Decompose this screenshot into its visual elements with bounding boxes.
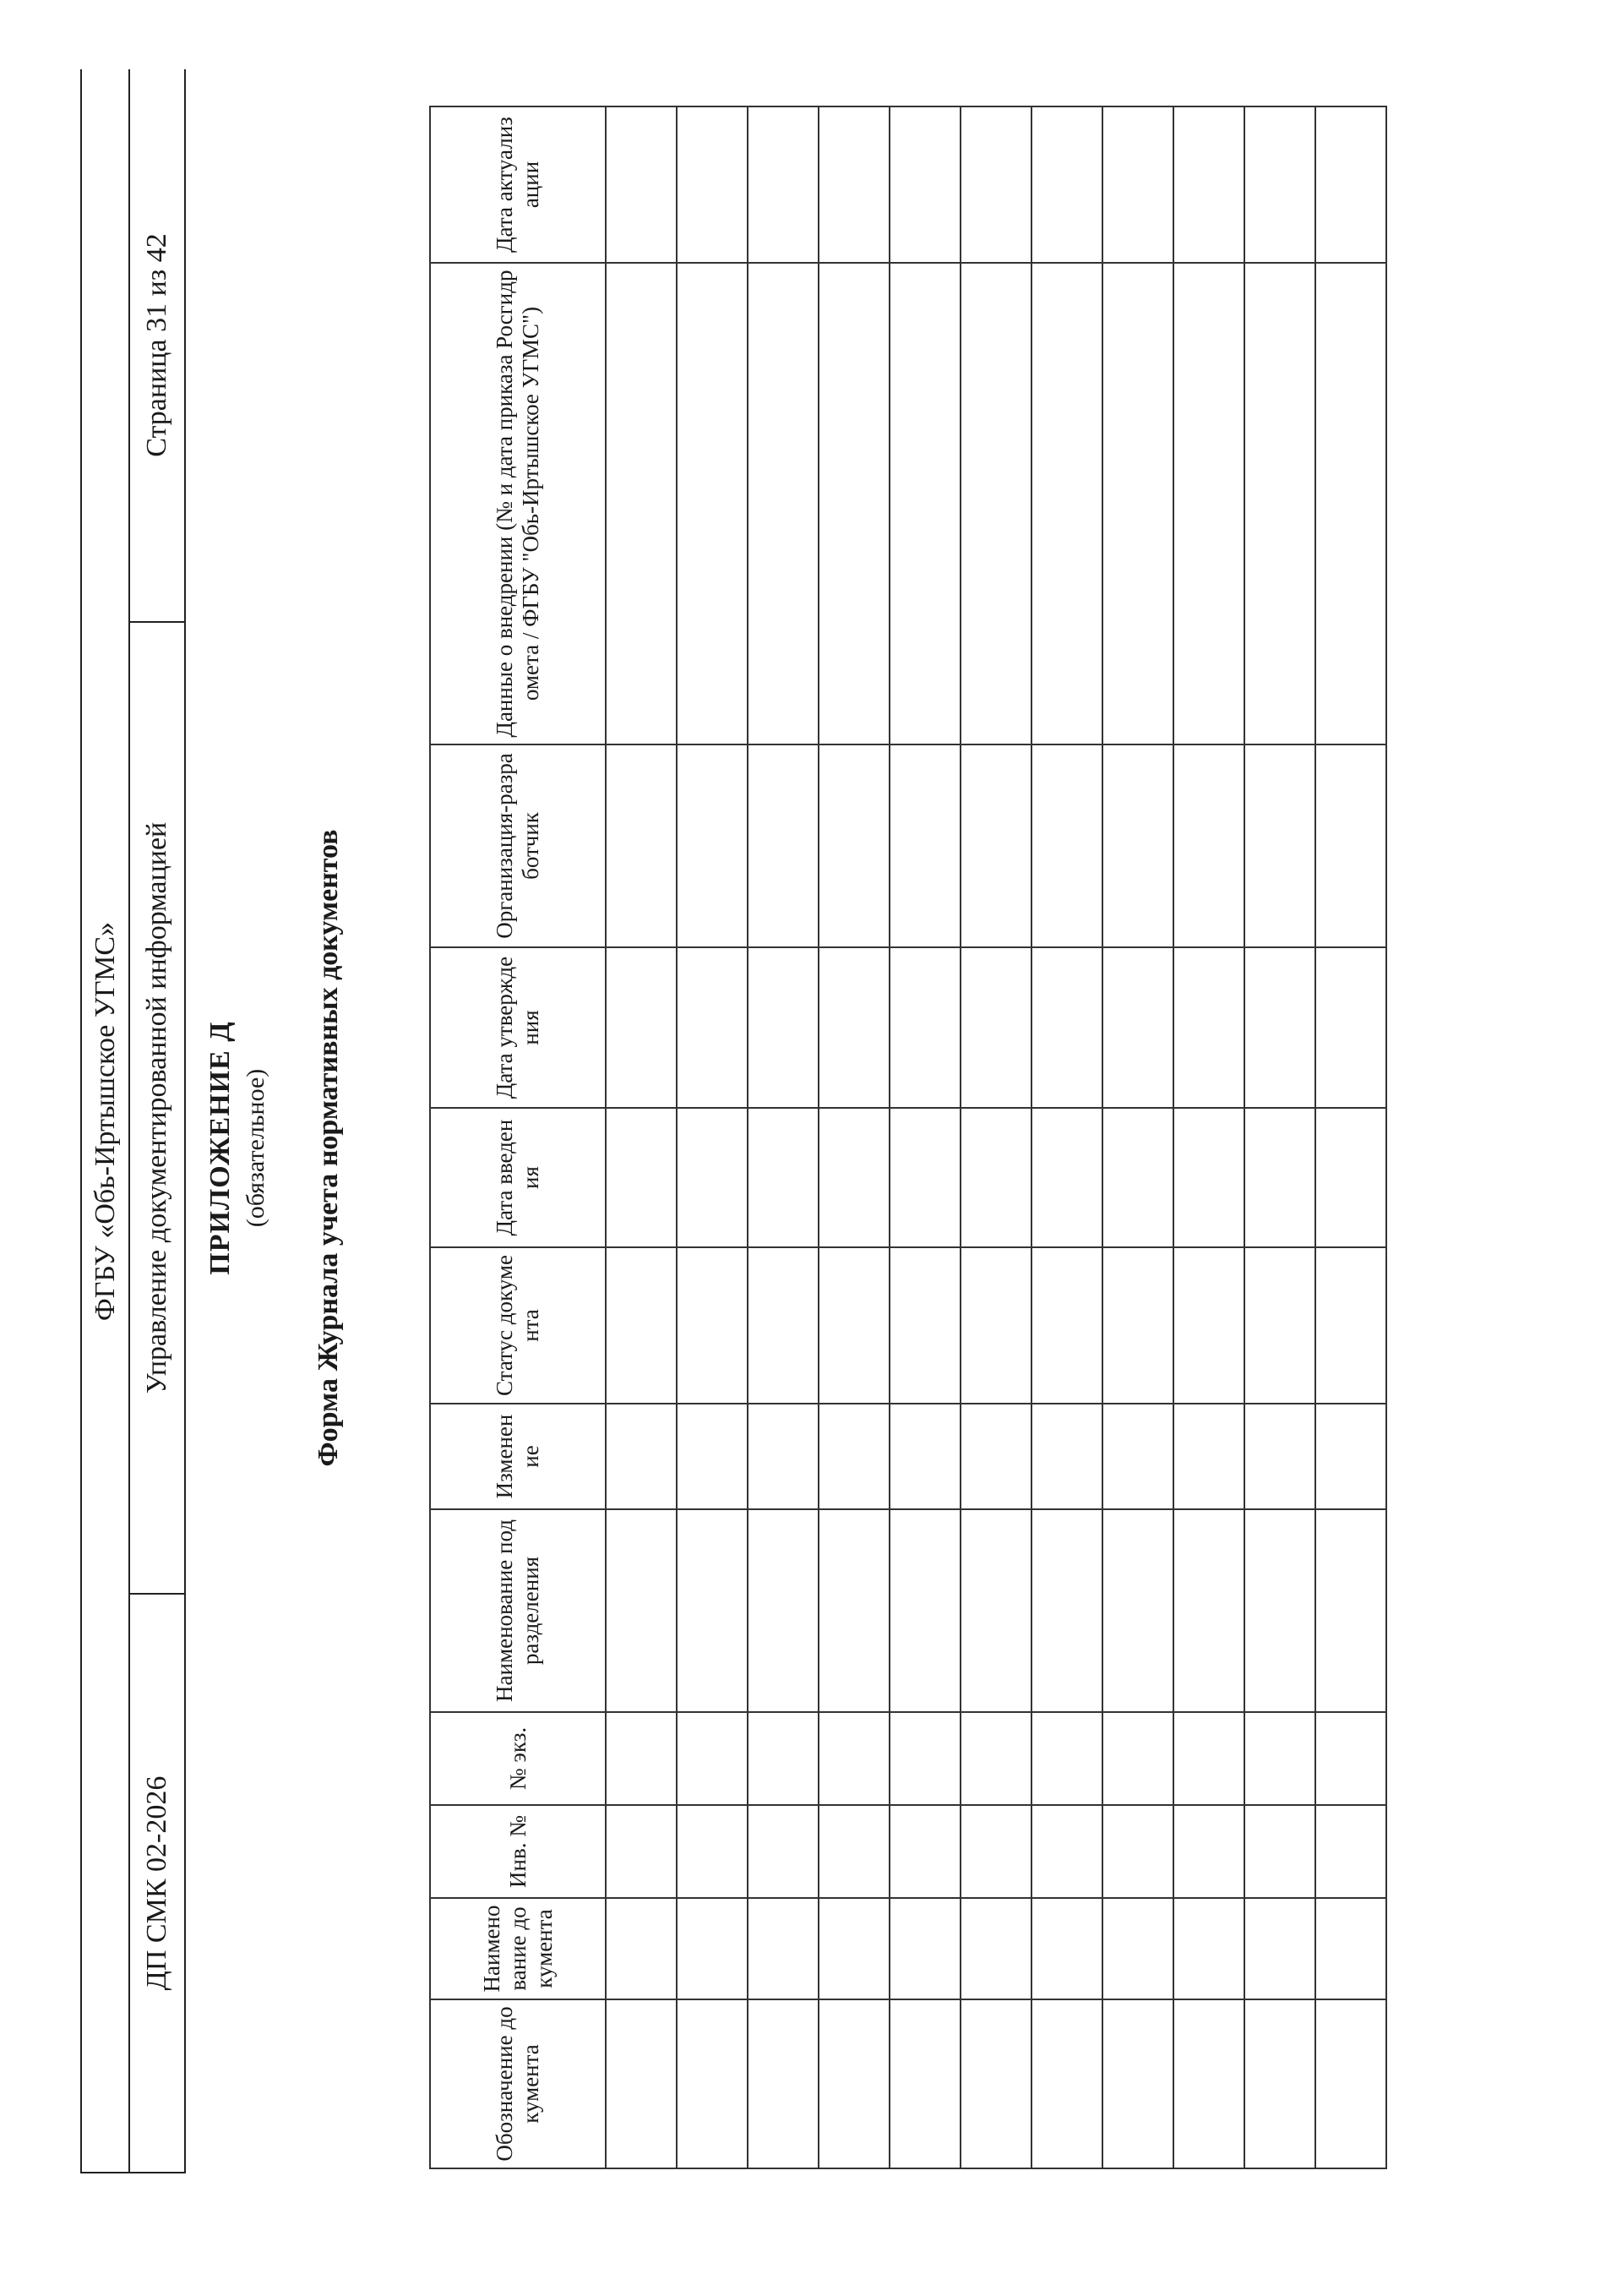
table-cell	[890, 1999, 961, 2168]
table-cell	[819, 1999, 890, 2168]
table-cell	[1244, 1247, 1315, 1404]
table-row	[748, 106, 819, 2168]
table-cell	[1031, 263, 1102, 744]
table-cell	[1031, 1805, 1102, 1898]
table-cell	[1031, 947, 1102, 1108]
table-cell	[1244, 947, 1315, 1108]
table-cell	[1173, 1805, 1244, 1898]
table-cell	[1244, 1108, 1315, 1247]
table-cell	[1315, 744, 1386, 947]
table-cell	[961, 106, 1031, 263]
table-row	[1102, 106, 1173, 2168]
form-title: Форма Журнала учета нормативных документов	[313, 829, 344, 1467]
table-cell	[1102, 1999, 1173, 2168]
table-cell	[606, 263, 677, 744]
table-cell	[748, 1108, 819, 1247]
table-cell	[677, 1509, 748, 1712]
table-cell	[606, 1108, 677, 1247]
column-header: Организация-разработчик	[430, 744, 606, 947]
table-cell	[1244, 1999, 1315, 2168]
column-header: Обозначение документа	[430, 1999, 606, 2168]
table-cell	[606, 1509, 677, 1712]
header-rule-bottom	[184, 69, 186, 2173]
table-cell	[1173, 1712, 1244, 1805]
table-cell	[819, 947, 890, 1108]
table-cell	[1244, 1509, 1315, 1712]
table-cell	[890, 1509, 961, 1712]
table-cell	[1315, 1404, 1386, 1509]
column-header: Изменение	[430, 1404, 606, 1509]
table-cell	[1315, 106, 1386, 263]
table-cell	[1173, 744, 1244, 947]
table-cell	[1102, 744, 1173, 947]
table-cell	[748, 1404, 819, 1509]
table-cell	[961, 744, 1031, 947]
table-cell	[1031, 1999, 1102, 2168]
table-header-row	[430, 106, 606, 2168]
table-cell	[1315, 947, 1386, 1108]
header-organization: ФГБУ «Обь-Иртышское УГМС»	[90, 921, 121, 1322]
table-cell	[961, 263, 1031, 744]
table-cell	[1173, 1404, 1244, 1509]
table-cell	[1031, 1404, 1102, 1509]
table-cell	[748, 744, 819, 947]
table-cell	[890, 1404, 961, 1509]
table-cell	[890, 1712, 961, 1805]
table-cell	[1031, 1108, 1102, 1247]
table-cell	[1102, 1805, 1173, 1898]
header-document-title: Управление документированной информацией	[141, 821, 172, 1394]
table-cell	[1102, 1404, 1173, 1509]
table-cell	[890, 263, 961, 744]
table-cell	[890, 1805, 961, 1898]
table-cell	[677, 744, 748, 947]
table-cell	[677, 1247, 748, 1404]
table-cell	[1173, 1247, 1244, 1404]
table-cell	[606, 106, 677, 263]
column-header: Статус документа	[430, 1247, 606, 1404]
table-row	[1031, 106, 1102, 2168]
table-cell	[748, 1509, 819, 1712]
table-cell	[1244, 106, 1315, 263]
table-row	[1244, 106, 1315, 2168]
table-cell	[748, 1805, 819, 1898]
table-cell	[606, 947, 677, 1108]
table-cell	[677, 1712, 748, 1805]
table-cell	[890, 744, 961, 947]
table-cell	[1244, 263, 1315, 744]
table-cell	[819, 1404, 890, 1509]
table-cell	[1315, 1712, 1386, 1805]
table-row	[961, 106, 1031, 2168]
table-cell	[1102, 1509, 1173, 1712]
table-cell	[748, 1712, 819, 1805]
table-cell	[606, 1898, 677, 1999]
table-row	[606, 106, 677, 2168]
column-header: Данные о внедрении (№ и дата приказа Росгидромета / ФГБУ "Обь-Иртышское УГМС")	[430, 263, 606, 744]
table-cell	[819, 1247, 890, 1404]
table-cell	[1031, 1247, 1102, 1404]
table-cell	[1031, 1898, 1102, 1999]
table-cell	[890, 106, 961, 263]
table-cell	[606, 744, 677, 947]
table-cell	[677, 1999, 748, 2168]
column-header: Дата утверждения	[430, 947, 606, 1108]
table-cell	[677, 1805, 748, 1898]
table-cell	[961, 1509, 1031, 1712]
table-cell	[748, 1898, 819, 1999]
table-cell	[606, 1404, 677, 1509]
table-cell	[1315, 1509, 1386, 1712]
table-cell	[819, 744, 890, 947]
table-cell	[677, 1404, 748, 1509]
table-cell	[1102, 947, 1173, 1108]
table-cell	[1315, 1898, 1386, 1999]
table-cell	[1244, 1712, 1315, 1805]
table-row	[1173, 106, 1244, 2168]
table-cell	[1244, 1404, 1315, 1509]
table-cell	[1102, 1898, 1173, 1999]
table-cell	[748, 1247, 819, 1404]
table-cell	[961, 1404, 1031, 1509]
table-cell	[1102, 1108, 1173, 1247]
table-cell	[961, 1712, 1031, 1805]
table-cell	[819, 263, 890, 744]
table-cell	[606, 1712, 677, 1805]
column-header: Наименование подразделения	[430, 1509, 606, 1712]
journal-table	[429, 106, 1387, 2169]
table-cell	[890, 1898, 961, 1999]
table-cell	[819, 1712, 890, 1805]
table-cell	[677, 947, 748, 1108]
table-cell	[748, 1999, 819, 2168]
table-cell	[1031, 106, 1102, 263]
table-cell	[606, 1999, 677, 2168]
table-cell	[961, 1999, 1031, 2168]
table-cell	[748, 263, 819, 744]
table-cell	[1102, 1712, 1173, 1805]
header-rule-top	[80, 69, 82, 2173]
table-cell	[606, 1805, 677, 1898]
table-cell	[1173, 947, 1244, 1108]
table-cell	[890, 1247, 961, 1404]
table-cell	[1315, 263, 1386, 744]
table-cell	[961, 947, 1031, 1108]
table-row	[1315, 106, 1386, 2168]
table-cell	[1315, 1108, 1386, 1247]
column-header: Дата введения	[430, 1108, 606, 1247]
column-header: Инв. №	[430, 1805, 606, 1898]
header-rule-middle	[128, 69, 130, 2173]
table-cell	[1173, 1509, 1244, 1712]
table-cell	[1244, 744, 1315, 947]
table-cell	[961, 1805, 1031, 1898]
table-cell	[1031, 1509, 1102, 1712]
table-cell	[748, 947, 819, 1108]
table-row	[677, 106, 748, 2168]
appendix-title: ПРИЛОЖЕНИЕ Д	[204, 1021, 236, 1275]
table-cell	[1315, 1247, 1386, 1404]
table-cell	[1031, 744, 1102, 947]
table-cell	[819, 106, 890, 263]
appendix-subtitle: (обязательное)	[242, 1068, 269, 1228]
table-cell	[1031, 1712, 1102, 1805]
table-cell	[961, 1247, 1031, 1404]
table-cell	[1244, 1898, 1315, 1999]
table-cell	[819, 1509, 890, 1712]
table-cell	[677, 106, 748, 263]
table-cell	[677, 1898, 748, 1999]
table-cell	[677, 263, 748, 744]
table-cell	[1173, 1108, 1244, 1247]
table-cell	[748, 106, 819, 263]
column-header: Наименование документа	[430, 1898, 606, 1999]
table-cell	[890, 947, 961, 1108]
table-cell	[1173, 263, 1244, 744]
table-cell	[1102, 106, 1173, 263]
table-cell	[677, 1108, 748, 1247]
table-cell	[961, 1898, 1031, 1999]
table-cell	[819, 1108, 890, 1247]
table-cell	[1244, 1805, 1315, 1898]
table-cell	[1173, 106, 1244, 263]
header-page-number: Страница 31 из 42	[141, 233, 172, 457]
table-cell	[819, 1805, 890, 1898]
table-cell	[961, 1108, 1031, 1247]
table-cell	[1102, 263, 1173, 744]
header-document-code: ДП СМК 02-2026	[141, 1775, 172, 1991]
table-cell	[1315, 1999, 1386, 2168]
table-cell	[890, 1108, 961, 1247]
table-row	[890, 106, 961, 2168]
table-cell	[606, 1247, 677, 1404]
table-row	[819, 106, 890, 2168]
column-header: № экз.	[430, 1712, 606, 1805]
table-body	[606, 106, 1386, 2168]
table-cell	[1173, 1999, 1244, 2168]
table-cell	[1315, 1805, 1386, 1898]
column-header: Дата актуализации	[430, 106, 606, 263]
table-cell	[1173, 1898, 1244, 1999]
table-cell	[819, 1898, 890, 1999]
table-cell	[1102, 1247, 1173, 1404]
